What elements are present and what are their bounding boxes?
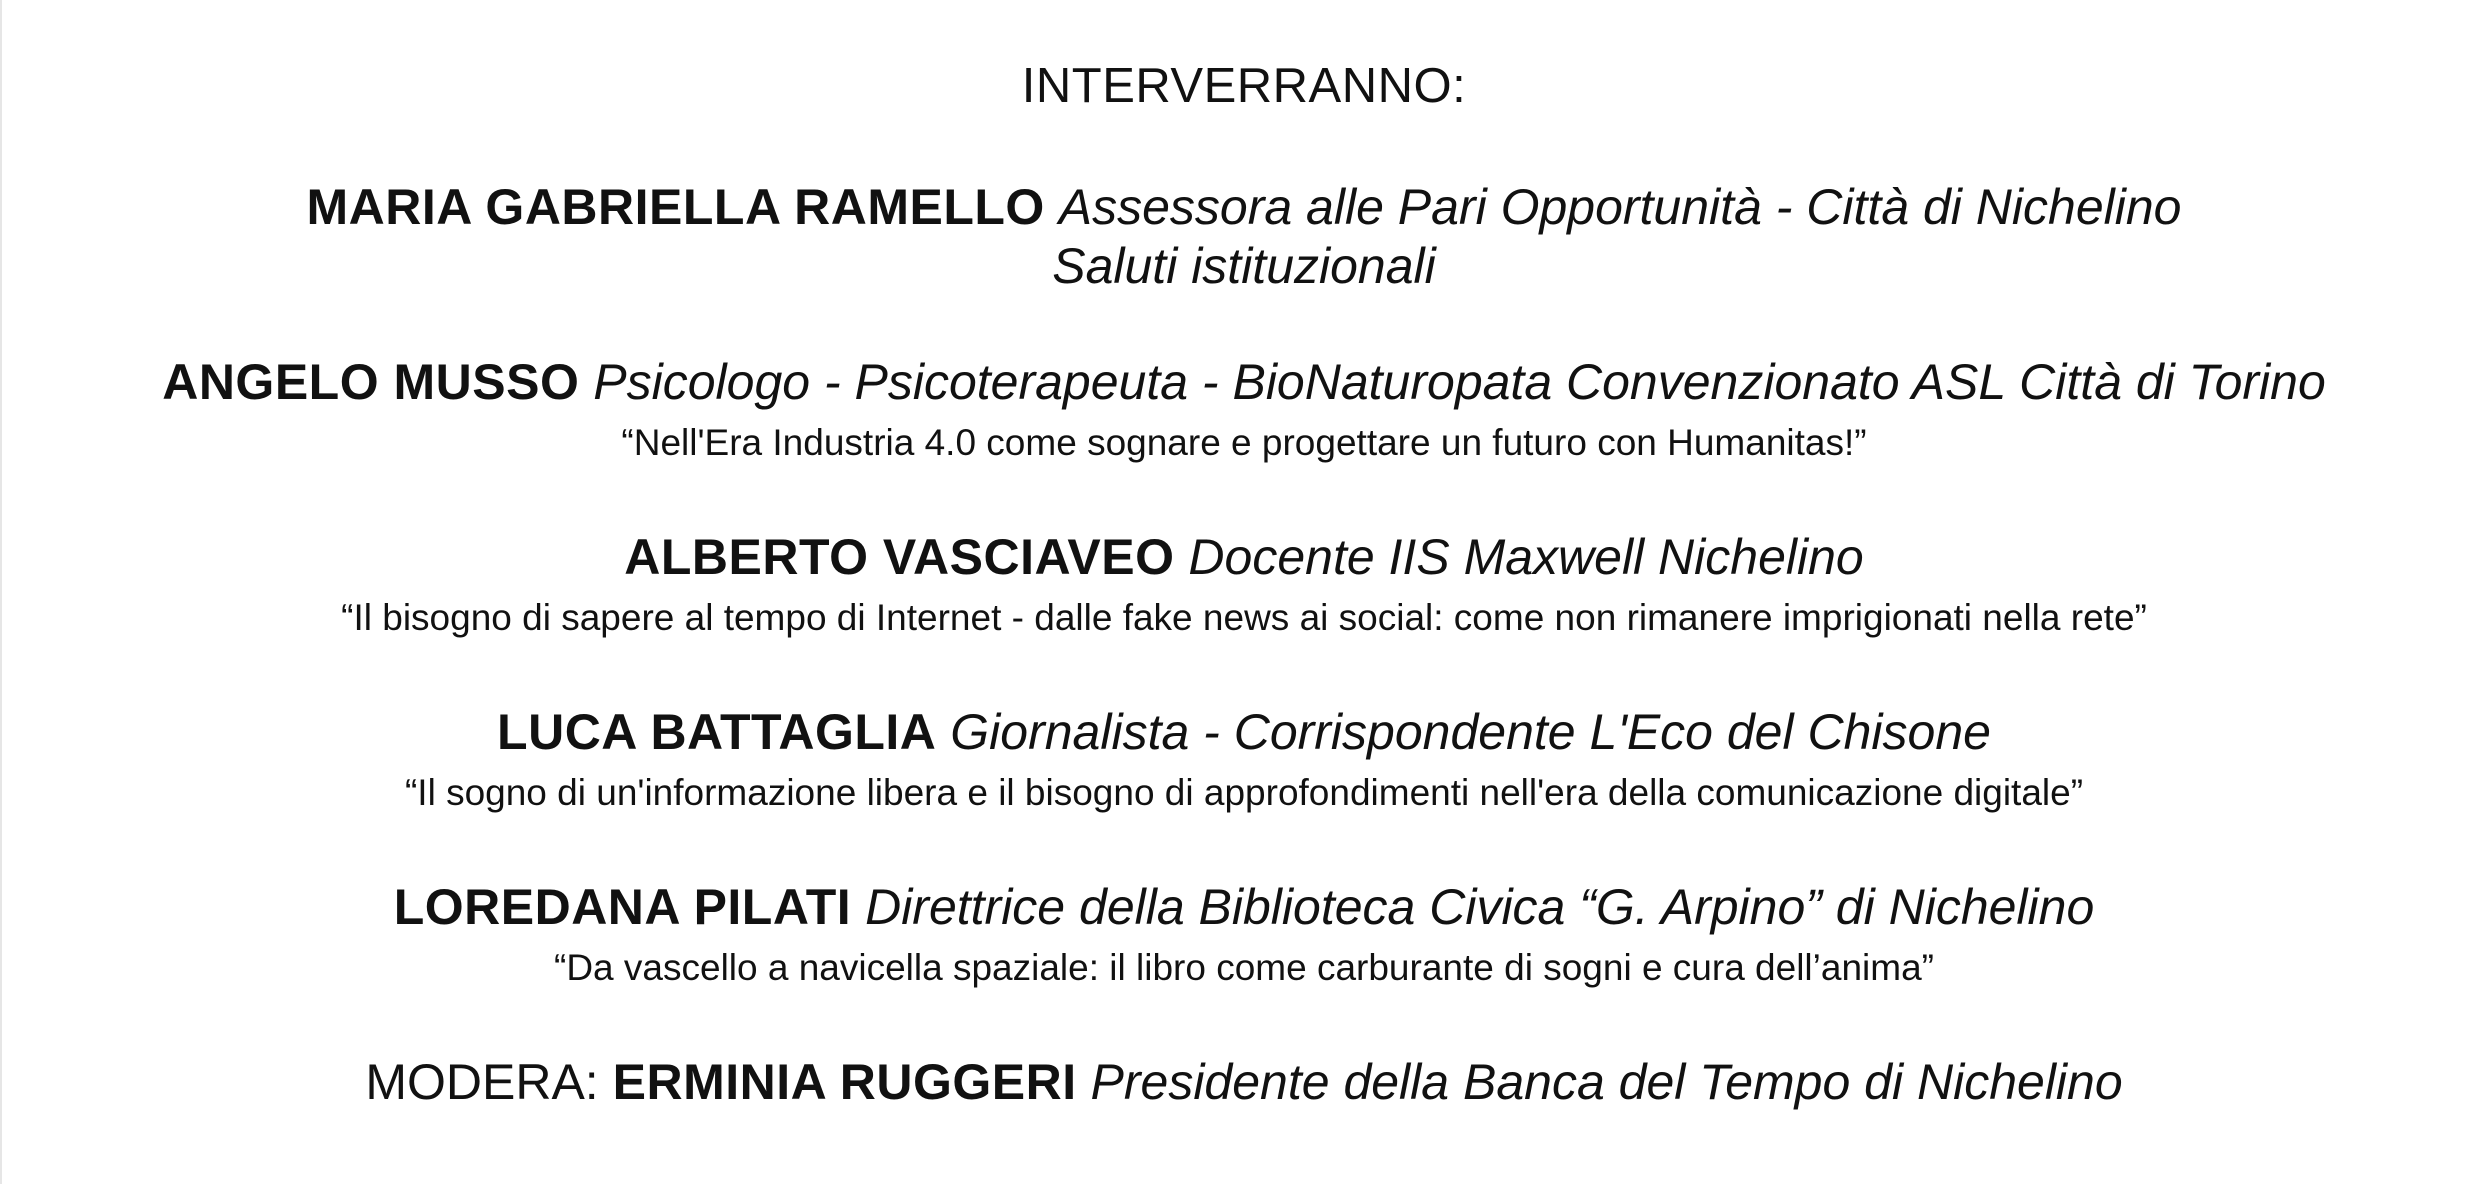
speaker-3-role: Docente IIS Maxwell Nichelino (1188, 529, 1864, 585)
speaker-4-talk: “Il sogno di un'informazione libera e il bisogno di approfondimenti nell'era della comunicazione digitale” (404, 772, 2084, 813)
speaker-5-talk: “Da vascello a navicella spaziale: il libro come carburante di sogni e cura dell’anima” (554, 947, 1934, 988)
speaker-3-talk: “Il bisogno di sapere al tempo di Internet - dalle fake news ai social: come non rimanere imprigionati nella rete” (341, 597, 2147, 638)
speaker-5-name: LOREDANA PILATI (393, 879, 852, 935)
speaker-2-talk: “Nell'Era Industria 4.0 come sognare e progettare un futuro con Humanitas!” (621, 422, 1867, 463)
speaker-3-name: ALBERTO VASCIAVEO (624, 529, 1175, 585)
moderator-role: Presidente della Banca del Tempo di Nichelino (1090, 1054, 2123, 1110)
speaker-1-role: Assessora alle Pari Opportunità - Città di Nichelino (1058, 179, 2182, 235)
speaker-1-line (2, 178, 2484, 236)
moderator-line (2, 1053, 2484, 1111)
speaker-2-role: Psicologo - Psicoterapeuta - BioNaturopata Convenzionato ASL Città di Torino (593, 354, 2326, 410)
speaker-4-line (2, 703, 2484, 761)
speaker-4-name: LUCA BATTAGLIA (497, 704, 937, 760)
speakers-heading: INTERVERRANNO: (1021, 59, 1467, 113)
speaker-4-role: Giornalista - Corrispondente L'Eco del Chisone (950, 704, 1991, 760)
speaker-2-line (2, 353, 2484, 411)
moderator-name: ERMINIA RUGGERI (612, 1054, 1077, 1110)
speaker-3-line (2, 528, 2484, 586)
moderator-prefix: MODERA: (365, 1054, 599, 1110)
speaker-5-line (2, 878, 2484, 936)
speaker-1-note: Saluti istituzionali (1052, 238, 1436, 294)
speaker-1-name: MARIA GABRIELLA RAMELLO (306, 179, 1045, 235)
speaker-5-role: Direttrice della Biblioteca Civica “G. Arpino” di Nichelino (865, 879, 2095, 935)
speaker-2-name: ANGELO MUSSO (162, 354, 580, 410)
